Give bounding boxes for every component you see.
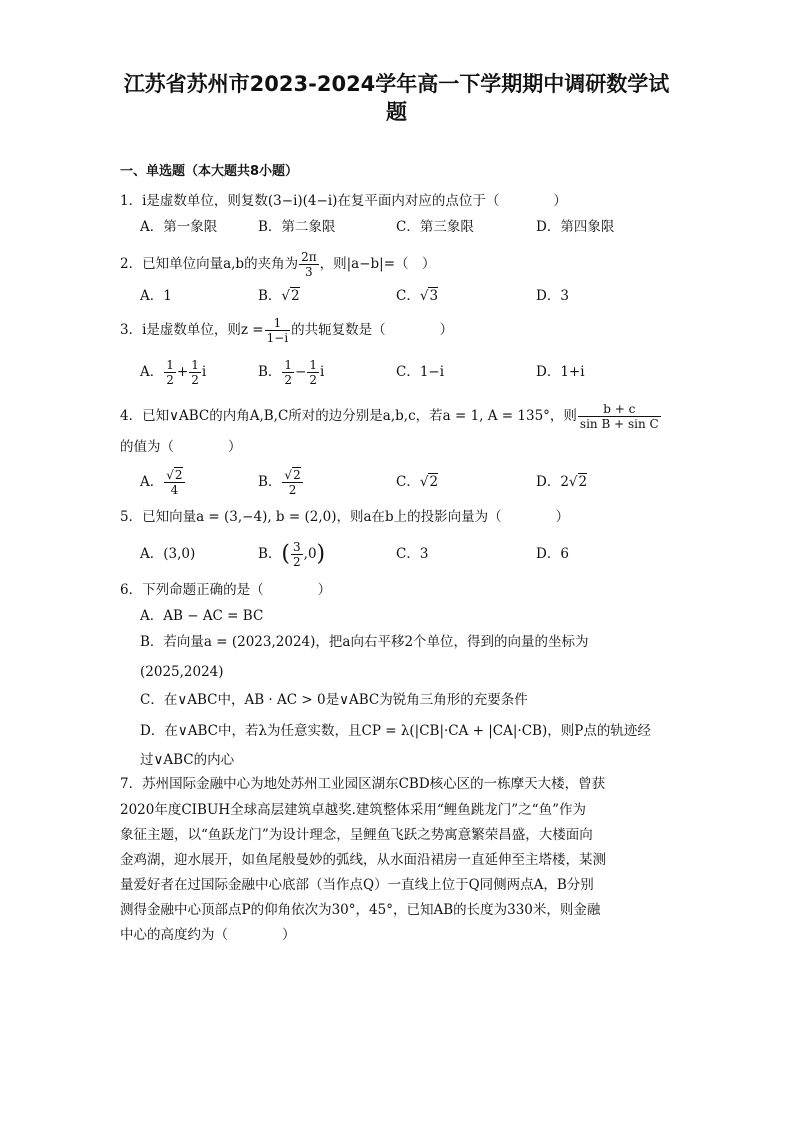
q4-c-radicand: 2 <box>429 474 439 490</box>
q4-option-a <box>140 468 186 497</box>
q3-a-suffix: i <box>201 364 207 380</box>
q2-c-prefix: C． <box>396 288 420 304</box>
q3-b-op: − <box>295 364 307 380</box>
q3-a-f2-num: 1 <box>191 358 199 372</box>
q2-stem-pre: 2．已知单位向量a,b的夹角为 <box>120 256 299 272</box>
q2-option-c: C．√3 <box>396 288 439 304</box>
q3-option-a <box>140 358 206 387</box>
q3-b-f1-den: 2 <box>284 373 293 387</box>
q5-b-rest: ,0 <box>303 546 317 562</box>
q2-frac-num: 2π <box>301 250 317 264</box>
q3-b-frac2 <box>307 358 319 387</box>
question-7-line7: 中心的高度约为（ ） <box>120 927 296 943</box>
q2-b-radicand: 2 <box>291 288 300 304</box>
question-7-line3: 象征主题，以“鱼跃龙门”为设计理念，呈鲤鱼飞跃之势寓意繁荣昌盛，大楼面向 <box>120 827 593 843</box>
q5-b-rparen: ) <box>316 541 326 567</box>
q3-option-b <box>258 358 324 387</box>
q4-a-den: 4 <box>170 483 179 497</box>
q3-a-frac2 <box>189 358 201 387</box>
q4-option-b <box>258 468 304 497</box>
q2-c-radicand: 3 <box>429 288 439 304</box>
question-7-line1: 7．苏州国际金融中心为地处苏州工业园区湖东CBD核心区的一栋摩天大楼，曾获 <box>120 776 606 792</box>
q3-option-c: C．1−i <box>396 364 445 380</box>
question-6-stem: 6．下列命题正确的是（ ） <box>120 582 332 598</box>
q1-option-b: B．第二象限 <box>258 219 336 235</box>
q6-option-c: C．在∨ABC中，AB · AC > 0是∨ABC为锐角三角形的充要条件 <box>140 692 528 708</box>
q3-stem-pre: 3．i是虚数单位，则z = <box>120 322 264 338</box>
question-7-line5: 量爱好者在过国际金融中心底部（当作点Q）一直线上位于Q同侧两点A，B分别 <box>120 877 594 893</box>
q2-option-d: D．3 <box>536 288 569 304</box>
q2-fraction <box>299 250 319 279</box>
q3-a-f2-den: 2 <box>191 373 199 387</box>
q1-option-c: C．第三象限 <box>396 219 474 235</box>
q4-d-prefix: D．2 <box>536 474 569 490</box>
q2-b-prefix: B． <box>258 288 282 304</box>
q3-b-f2-den: 2 <box>309 373 318 387</box>
q4-fraction <box>578 402 661 431</box>
q3-a-f1-num: 1 <box>166 358 174 372</box>
exam-title-line1: 江苏省苏州市2023-2024学年高一下学期期中调研数学试 <box>123 72 670 96</box>
q4-a-num: √2 <box>166 468 183 482</box>
q5-option-a: A．(3,0) <box>140 546 196 562</box>
q2-option-a: A．1 <box>140 288 172 304</box>
q4-option-d: D．2√2 <box>536 474 588 490</box>
q3-b-f1-num: 1 <box>284 358 293 372</box>
q3-b-f2-num: 1 <box>309 358 318 372</box>
question-3-stem <box>120 316 453 345</box>
question-4-stem-line2: 的值为（ ） <box>120 439 242 455</box>
q1-option-d: D．第四象限 <box>536 219 615 235</box>
q3-fraction <box>265 316 291 345</box>
q6-option-b-line1: B．若向量a = (2023,2024)，把a向右平移2个单位，得到的向量的坐标为 <box>140 634 589 650</box>
q5-b-num: 3 <box>293 540 301 554</box>
q4-stem-pre: 4．已知∨ABC的内角A,B,C所对的边分别是a,b,c，若a = 1, A = 135°，则 <box>120 408 577 424</box>
question-7-line6: 测得金融中心顶部点P的仰角依次为30°，45°，已知AB的长度为330米，则金融 <box>120 902 601 918</box>
q5-b-den: 2 <box>293 555 301 569</box>
q4-frac-den: sin B + sin C <box>579 417 659 431</box>
q4-a-radicand: 2 <box>174 468 183 482</box>
q5-option-d: D．6 <box>536 546 569 562</box>
q6-option-d-line1: D．在∨ABC中，若λ为任意实数，且CP = λ(|CB|·CA + |CA|·CB)，则P点的轨迹经 <box>140 723 651 739</box>
q4-b-radicand: 2 <box>293 468 301 482</box>
question-7-line2: 2020年度CIBUH全球高层建筑卓越奖.建筑整体采用“鲤鱼跳龙门”之“鱼”作为 <box>120 802 586 818</box>
q4-d-radicand: 2 <box>578 474 588 490</box>
q6-option-b-line2: (2025,2024) <box>140 664 224 680</box>
q2-stem-post: ，则|a−b|=（ ） <box>319 256 436 272</box>
q3-frac-num: 1 <box>265 316 291 331</box>
question-7-line4: 金鸡湖，迎水展开，如鱼尾般曼妙的弧线，从水面沿裙房一直延伸至主塔楼，某测 <box>120 852 606 868</box>
q3-stem-post: 的共轭复数是（ ） <box>291 322 454 338</box>
q4-option-c: C．√2 <box>396 474 439 490</box>
question-5-stem: 5．已知向量a = (3,−4), b = (2,0)，则a在b上的投影向量为（ ） <box>120 509 570 525</box>
q4-frac-num: b + c <box>578 402 661 417</box>
q1-option-a: A．第一象限 <box>140 219 218 235</box>
exam-title-line2: 题 <box>386 100 407 124</box>
q3-b-suffix: i <box>320 364 325 380</box>
q2-option-b: B．√2 <box>258 288 300 304</box>
q6-option-a: A．AB − AC = BC <box>140 608 264 624</box>
q3-a-op: + <box>176 364 189 380</box>
q3-b-prefix: B． <box>258 364 282 380</box>
question-2-stem <box>120 250 436 279</box>
q3-option-d: D．1+i <box>536 364 585 380</box>
q3-frac-den: 1−i <box>266 331 289 345</box>
q4-a-frac <box>164 468 184 497</box>
section-heading: 一、单选题（本大题共8小题） <box>120 164 299 179</box>
q4-b-frac <box>282 468 302 497</box>
q4-b-num: √2 <box>284 468 301 482</box>
q3-a-f1-den: 2 <box>166 373 174 387</box>
q5-b-lparen: ( <box>281 541 291 567</box>
q5-option-b <box>258 540 325 569</box>
q3-a-prefix: A． <box>140 364 164 380</box>
q4-b-den: 2 <box>288 483 297 497</box>
q2-frac-den: 3 <box>305 265 313 279</box>
q3-a-frac1 <box>164 358 176 387</box>
q5-option-c: C．3 <box>396 546 429 562</box>
question-4-stem <box>120 402 662 431</box>
q4-c-prefix: C． <box>396 474 420 490</box>
q3-b-frac1 <box>282 358 294 387</box>
q6-option-d-line2: 过∨ABC的内心 <box>140 752 235 768</box>
question-1-stem: 1．i是虚数单位，则复数(3−i)(4−i)在复平面内对应的点位于（ ） <box>120 193 567 209</box>
q5-b-prefix: B． <box>258 546 282 562</box>
q4-a-prefix: A． <box>140 474 164 490</box>
q5-b-frac <box>291 540 303 569</box>
q4-b-prefix: B． <box>258 474 282 490</box>
